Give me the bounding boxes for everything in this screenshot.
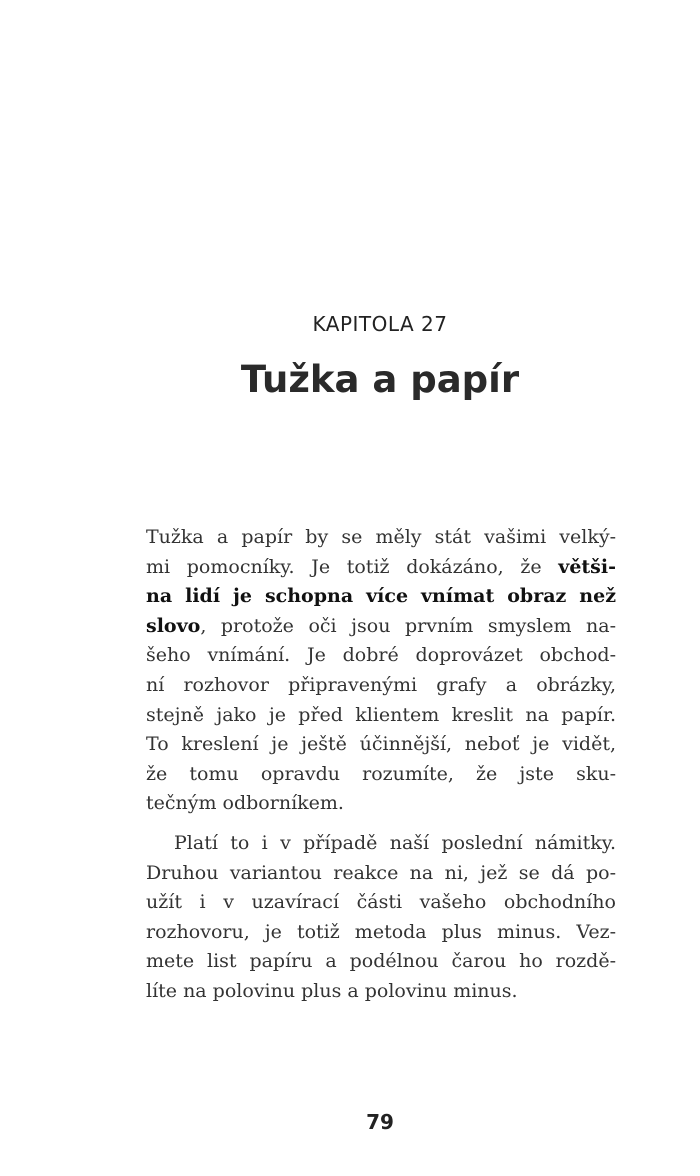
text-line: Platí to i v případě naší poslední námitky. <box>174 831 616 854</box>
body-text <box>146 523 616 1007</box>
chapter-label: KAPITOLA 27 <box>312 312 448 336</box>
text-line: užít i v uzavírací části vašeho obchodního <box>146 891 616 914</box>
text-line: šeho vnímání. Je dobré doprovázet obchod- <box>146 644 616 667</box>
text-run: mi pomocníky. Je totiž dokázáno, že <box>146 555 559 578</box>
text-line: rozhovoru, je totiž metoda plus minus. Vez- <box>146 920 616 943</box>
text-line: To kreslení je ještě účinnější, neboť je vidět, <box>146 733 616 756</box>
text-line: Druhou variantou reakce na ni, jež se dá po- <box>146 861 616 884</box>
text-run: , protože oči jsou prvním smyslem na- <box>200 614 616 637</box>
text-line: mete list papíru a podélnou čarou ho rozdě- <box>146 950 616 973</box>
paragraph-2 <box>146 829 616 1007</box>
text-line: Tužka a papír by se měly stát vašimi velký- <box>146 526 616 548</box>
text-line <box>146 612 616 642</box>
page-number: 79 <box>366 1110 394 1134</box>
bold-text-line: na lidí je schopna více vnímat obraz než <box>146 585 616 608</box>
bold-text-run: slovo <box>146 614 201 637</box>
paragraph-gap <box>146 819 616 829</box>
text-line: tečným odborníkem. <box>146 792 344 815</box>
text-line: ní rozhovor připravenými grafy a obrázky, <box>146 673 616 696</box>
text-line: stejně jako je před klientem kreslit na papír. <box>146 703 616 726</box>
text-line: líte na polovinu plus a polovinu minus. <box>146 979 518 1002</box>
chapter-title: Tužka a papír <box>240 358 520 401</box>
text-line <box>146 553 616 583</box>
text-line: že tomu opravdu rozumíte, že jste sku- <box>146 762 616 785</box>
bold-text-run: větši- <box>558 555 616 578</box>
paragraph-1 <box>146 523 616 819</box>
